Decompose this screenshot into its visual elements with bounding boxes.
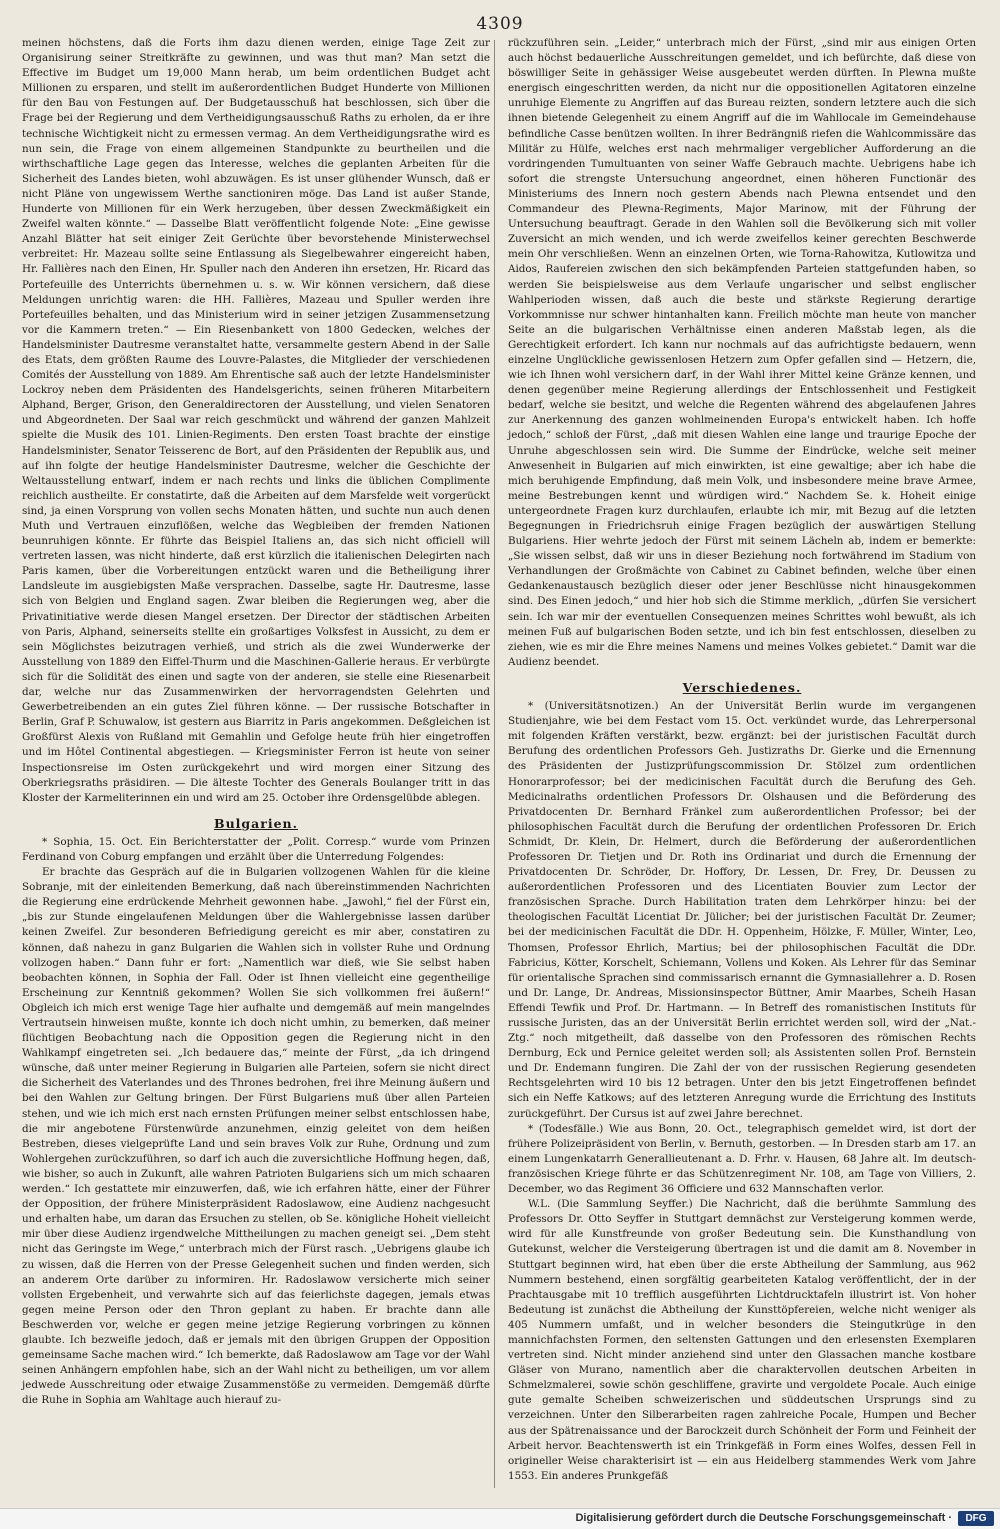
section-heading-verschiedenes: Verschiedenes. bbox=[682, 679, 802, 695]
digitization-footer bbox=[0, 1508, 1000, 1529]
right-column bbox=[508, 36, 976, 1484]
column-divider bbox=[494, 40, 495, 1488]
page-number: 4309 bbox=[476, 14, 524, 34]
article-sophia-continued: rückzuführen sein. „Leider,“ unterbrach mich der Fürst, „sind mir aus einigen Orten auch höchst bedauerliche Ausschreitungen gemeldet, und ich befürchte, daß diese von böswilliger Seite in gehässiger Weise ausgebeutet werden dürften. In Plewna mußte energisch eingeschritten werden, da nicht nur die oppositionellen Agitatoren einzelne unruhige Elemente zu Angriffen auf das Bureau reizten, sondern letztere auch die sich ihnen bietende Gelegenheit zu einem Angriff auf die im Wahllocale im Gemeindehause befindliche Casse benützen wollten. In ihrer Bedrängniß riefen die Wahlcommissäre das Militär zu Hülfe, welches erst nach mehrmaliger vergeblicher Aufforderung an die vordringenden Tumultuanten von seiner Waffe Gebrauch machte. Uebrigens habe ich sofort die strengste Untersuchung angeordnet, einen höheren Functionär des Ministeriums des Innern noch gestern Abends nach Plewna entsendet und den Commandeur des Plewna-Regiments, Major Marinow, mit der Führung der Untersuchung beauftragt. Gerade in den Wahlen soll die Bevölkerung sich mit voller Zuversicht an mich wenden, und ich werde zweifellos keiner gerechten Beschwerde mein Ohr verschließen. Wenn an einzelnen Orten, wie Torna-Rahowitza, Kutlowitza und Aidos, Raufereien zwischen den sich bekämpfenden Parteien stattgefunden haben, so werden Sie beispielsweise aus dem Verlaufe ungarischer und selbst englischer Wahlperioden wissen, daß auch die beste und stärkste Regierung derartige Vorkommnisse nur schwer hintanhalten kann. Freilich möchte man heute von mancher Seite an die bulgarischen Verhältnisse einen anderen Maßstab legen, als die Gerechtigkeit erfordert. Ich kann nur nochmals auf das aufrichtigste bedauern, wenn einzelne Unglückliche gewissenlosen Hetzern zum Opfer gefallen sind — Hetzern, die, wie ich Ihnen wohl versichern darf, in der Wahl ihrer Mittel keine Gränze kennen, und denen gegenüber meine Regierung allerdings der Entschlossenheit und Festigkeit bedarf, welche sie besitzt, und welche die Regenten während des abgelaufenen Jahres zur Anerkennung des ganzen wohlmeinenden Europa's entwickelt haben. Ich hoffe jedoch,“ schloß der Fürst, „daß mit diesen Wahlen eine lange und traurige Epoche der Unruhe abgeschlossen sein wird. Die Summe der Eindrücke, welche seit meiner Anwesenheit in Bulgarien auf mich einwirkten, ist eine gewaltige; aber ich habe die mich beruhigende Empfindung, daß mein Volk, und insbesondere meine brave Armee, meine Bestrebungen kennt und würdigen wird.“ Nachdem Se. k. Hoheit einige untergeordnete Fragen kurz durchlaufen, erlaubte ich mir, mit Bezug auf die letzten Begegnungen in Friedrichsruh einige Fragen bezüglich der auswärtigen Stellung Bulgariens. Hier wehrte jedoch der Fürst mit seinem Lächeln ab, indem er bemerkte: „Sie wissen selbst, daß wir uns in dieser Beziehung noch fortwährend im Stadium von Verhandlungen der Großmächte von Cabinet zu Cabinet befinden, welche über einen Gedankenaustausch bezüglich dieser oder jener Beschlüsse nicht hinausgekommen sind. Des Einen jedoch,“ und hier hob sich die Stimme merklich, „dürfen Sie versichert sein. Ich war mir der eventuellen Consequenzen meines Schrittes wohl bewußt, als ich meinen Fuß auf bulgarischen Boden setzte, und ich bin fest entschlossen, dieselben zu ziehen, wie es mir die Ehre meines Namens und meines Volkes gebietet.“ Damit war die Audienz beendet. bbox=[508, 37, 976, 668]
section-heading-bulgarien: Bulgarien. bbox=[214, 815, 298, 831]
article-sammlung-seyffer: W.L. (Die Sammlung Seyffer.) Die Nachricht, daß die berühmte Sammlung des Professors Dr. Otto Seyffer in Stuttgart demnächst zur Versteigerung kommen werde, wird für alle Kunstfreunde von großer Bedeutung sein. Die Kunsthandlung von Gutekunst, welcher die Versteigerung übertragen ist und die damit am 8. November in Stuttgart beginnen wird, hat eben über die erste Abtheilung der Sammlung, aus 962 Nummern bestehend, einen sorgfältig gearbeiteten Katalog veröffentlicht, der in der Prachtausgabe mit 10 trefflich ausgeführten Lichtdrucktafeln illustrirt ist. Von hoher Bedeutung ist zunächst die Abtheilung der Kunsttöpfereien, welche nicht weniger als 405 Nummern umfaßt, und in welcher besonders die Steingutkrüge in den mannichfachsten Formen, den seltensten Gattungen und den erlesensten Exemplaren vertreten sind. Nicht minder anziehend sind unter den Glassachen manche kostbare Gläser von Murano, namentlich aber die charaktervollen deutschen Arbeiten in Schmelzmalerei, sowie schön geschliffene, gravirte und vergoldete Pocale. Auch einige gute gemalte Scheiben schweizerischen und süddeutschen Ursprungs sind zu verzeichnen. Unter den Silberarbeiten ragen zahlreiche Pocale, Humpen und Becher aus der Spätrenaissance und der Barockzeit durch Schönheit der Form und Feinheit der Arbeit hervor. Beachtenswerth ist ein Trinkgefäß in Form eines Wolfes, dessen Fell in origineller Weise charakterisirt ist — ein aus Heidelberg stammendes Werk vom Jahre 1553. Ein anderes Prunkgefäß bbox=[508, 1198, 976, 1482]
article-todesfaelle: * (Todesfälle.) Wie aus Bonn, 20. Oct., telegraphisch gemeldet wird, ist dort der frühere Polizeipräsident von Berlin, v. Bernuth, gestorben. — In Dresden starb am 17. an einem Lungenkatarrh Generallieutenant a. D. Frhr. v. Hausen, 68 Jahre alt. Im deutsch-französischen Kriege führte er das Schützenregiment Nr. 108, am Tage von Villiers, 2. December, wo das Regiment 36 Officiere und 632 Mannschaften verlor. bbox=[508, 1122, 976, 1196]
left-column bbox=[22, 36, 490, 1408]
dfg-logo-icon[interactable]: DFG bbox=[958, 1511, 994, 1526]
article-sophia-body: Er brachte das Gespräch auf die in Bulgarien vollzogenen Wahlen für die kleine Sobranje, mit der einleitenden Bemerkung, daß nach übereinstimmenden Nachrichten die Regierung eine erdrückende Mehrheit gewonnen habe. „Jawohl,“ fiel der Fürst ein, „bis zur Stunde eingelaufenen Meldungen über die Wahlergebnisse lassen darüber keinen Zweifel. Zur besonderen Befriedigung gereicht es mir aber, constatiren zu können, daß nahezu in ganz Bulgarien die Wahlen sich in vollster Ruhe und Ordnung vollzogen haben.“ Dann fuhr er fort: „Namentlich war dieß, wie Sie selbst haben beobachten können, in Sophia der Fall. Oder ist Ihnen vielleicht eine gegentheilige Erscheinung zur Kenntniß gekommen? Wollen Sie sich vollkommen frei äußern!“ Obgleich ich mich erst wenige Tage hier aufhalte und demgemäß auf mein mangelndes Vertrautsein hinweisen mußte, konnte ich doch nicht umhin, zu bemerken, daß meiner flüchtigen Beobachtung nach die Opposition gegen die Regierung nicht in den Wahlkampf eingetreten sei. „Ich bedauere das,“ meinte der Fürst, „da ich dringend wünsche, daß unter meiner Regierung in Bulgarien alle Parteien, sofern sie nicht direct die Sicherheit des Vaterlandes und des Thrones bedrohen, frei ihre Meinung äußern und bei den Wahlen zur Geltung bringen. Der Fürst Bulgariens muß über allen Parteien stehen, und wie ich mich erst nach ernsten Prüfungen meiner selbst entschlossen habe, die mir angebotene Fürstenwürde anzunehmen, einzig geleitet von dem heißen Bestreben, dieses vielgeprüfte Land und sein braves Volk zur Ruhe, Ordnung und zum Wohlergehen zurückzuführen, so darf ich auch die zuversichtliche Hoffnung hegen, daß, wie bisher, so auch in Zukunft, alle wahren Patrioten Bulgariens sich um mich schaaren werden.“ Ich gestattete mir einzuwerfen, daß, wie ich erfahren hätte, einer der Führer der Opposition, der frühere Ministerpräsident Radoslawow, eine Audienz nachgesucht und erhalten habe, um daran das Ersuchen zu stellen, ob Se. königliche Hoheit vielleicht mir über diese Audienz irgendwelche Mittheilungen zu machen geneigt sei. „Dem steht nicht das Geringste im Wege,“ unterbrach mich der Fürst rasch. „Uebrigens glaube ich zu wissen, daß die Herren von der Presse Gelegenheit suchen und finden werden, sich an anderem Orte darüber zu informiren. Hr. Radoslawow versicherte mich seiner vollsten Ergebenheit, und verwahrte sich auf das feierlichste dagegen, jemals etwas gegen meine Person oder den Thron geplant zu haben. Er brachte dann alle Beschwerden vor, welche er gegen meine jetzige Regierung vorbringen zu können glaubte. Ich bezweifle jedoch, daß er jemals mit den übrigen Gruppen der Opposition gemeinsame Sache machen wird.“ Ich bemerkte, daß Radoslawow am Tage vor der Wahl seinen Anhängern empfohlen habe, sich an der Wahl nicht zu betheiligen, um vor allem jedwede Ausschreitung oder etwaige Zusammenstöße zu vermeiden. Demgemäß dürfte die Ruhe in Sophia am Wahltage auch hierauf zu- bbox=[22, 866, 490, 1407]
footer-credit-text: Digitalisierung gefördert durch die Deutsche Forschungsgemeinschaft · bbox=[575, 1512, 952, 1524]
article-paris-continued: meinen höchstens, daß die Forts ihm dazu dienen werden, einige Tage Zeit zur Organisirung seiner Streitkräfte zu gewinnen, und was thut man? Man setzt die Effective im Budget um 19,000 Mann herab, um beim ordentlichen Budget acht Millionen zu ersparen, und stellt im außerordentlichen Budget Hunderte von Millionen für den Bau von Festungen auf. Der Budgetausschuß hat beschlossen, sich über die Frage bei der Regierung und dem Vertheidigungsausschuß Raths zu erholen, da er ihre technische Wichtigkeit nicht zu ermessen vermag. An dem Vertheidigungsrathe wird es nun sein, die Frage von einem allgemeinen Standpunkte zu beurtheilen und die wirthschaftliche Lage gegen das Interesse, welches die geplanten Arbeiten für die Sicherheit des Landes bieten, wohl abzuwägen. Es ist unser glühender Wunsch, daß er nicht Pläne von ungewissem Werthe sanctioniren möge. Das Land ist außer Stande, Hunderte von Millionen für ein Werk herzugeben, über dessen Zweckmäßigkeit ein Zweifel walten könnte.“ — Dasselbe Blatt veröffentlicht folgende Note: „Eine gewisse Anzahl Blätter hat seit einiger Zeit Gerüchte über bevorstehende Ministerwechsel verbreitet: Hr. Mazeau sollte seine Entlassung als Siegelbewahrer eingereicht haben, Hr. Fallières nach den Einen, Hr. Spuller nach den Anderen ihn ersetzen, Hr. Ricard das Portefeuille des Unterrichts übernehmen u. s. w. Wir können versichern, daß diese Meldungen unrichtig waren: die HH. Fallières, Mazeau und Spuller werden ihre Portefeuilles behalten, und das Ministerium wird in seiner jetzigen Zusammensetzung vor die Kammern treten.“ — Ein Riesenbankett von 1800 Gedecken, welches der Handelsminister Dautresme veranstaltet hatte, versammelte gestern Abend in der Salle des Etats, dem größten Raume des Louvre-Palastes, die Mitglieder der verschiedenen Comités der Ausstellung von 1889. Am Ehrentische saß auch der letzte Handelsminister Lockroy neben dem Präsidenten des Handelsgerichts, seinen früheren Mitarbeitern Alphand, Berger, Grison, den Generaldirectoren der Ausstellung, und vielen Senatoren und Abgeordneten. Der Saal war reich geschmückt und während der ganzen Mahlzeit spielte die Musik des 101. Linien-Regiments. Den ersten Toast brachte der einstige Handelsminister, Senator Teisserenc de Bort, auf den Präsidenten der Republik aus, und auf ihn folgte der heutige Handelsminister Dautresme, welcher die Geschichte der Weltausstellung entwarf, indem er nach rechts und links die üblichen Complimente reichlich austheilte. Er constatirte, daß die Arbeiten auf dem Marsfelde weit vorgerückt sind, ja einen Vorsprung von vollen sechs Monaten hätten, und suchte nun auch denen Muth und Vertrauen einzuflößen, welche das Wegbleiben der fremden Nationen beunruhigen könnte. Er führte das Beispiel Italiens an, das sich nicht officiell will vertreten lassen, was nicht hinderte, daß erst kürzlich die italienischen Delegirten nach Paris kamen, über die Vorbereitungen entzückt waren und die Betheiligung ihrer Landsleute im ausgiebigsten Maße versprachen. Dasselbe, sagte Hr. Dautresme, lasse sich von Belgien und England sagen. Zwar bleiben die Regierungen weg, aber die Privatinitiative werde diesen Mangel ersetzen. Der Director der städtischen Arbeiten von Paris, Alphand, seinerseits stellte ein großartiges Volksfest in Aussicht, zu dem er sein Möglichstes beizutragen verhieß, und strich als die zwei Wunderwerke der Ausstellung von 1889 den Eiffel-Thurm und die Maschinen-Gallerie heraus. Er verbürgte sich für die Solidität des einen und sagte von der anderen, sie stelle eine Riesenarbeit dar, welche nur das Zusammenwirken der hervorragendsten Gelehrten und Gewerbetreibenden an ein gutes Ziel führen könne. — Der russische Botschafter in Berlin, Graf P. Schuwalow, ist gestern aus Biarritz in Paris angekommen. Deßgleichen ist Großfürst Alexis von Rußland mit Gemahlin und Gefolge heute früh hier eingetroffen und im Hôtel Continental abgestiegen. — Kriegsminister Ferron ist heute von seiner Inspectionsreise im Osten zurückgekehrt und wird morgen einer Sitzung des Oberkriegsraths präsidiren. — Die älteste Tochter des Generals Boulanger tritt in das Kloster der Karmeliterinnen ein und wird am 25. October ihre Ordensgelübde ablegen. bbox=[22, 37, 490, 804]
article-universitaetsnotizen: * (Universitätsnotizen.) An der Universität Berlin wurde im vergangenen Studienjahre, wie bei dem Festact vom 15. Oct. verkündet wurde, das Lehrerpersonal mit folgenden Kräften verstärkt, bezw. ergänzt: bei der juristischen Facultät durch Berufung des ordentlichen Professors Geh. Justizraths Dr. Gierke und die Ernennung des Präsidenten der Justizprüfungscommission Dr. Stölzel zum ordentlichen Honorarprofessor; bei der medicinischen Facultät durch die Berufung des Geh. Medicinalraths ordentlichen Professors Dr. Olshausen und die Beförderung des Privatdocenten Dr. Bernhard Fränkel zum außerordentlichen Professor; bei der philosophischen Facultät durch die Berufung der ordentlichen Professoren Dr. Erich Schmidt, Dr. Klein, Dr. Helmert, durch die Beförderung der außerordentlichen Professoren Dr. Tietjen und Dr. Roth ins Ordinariat und durch die Ernennung der Privatdocenten Dr. Schröder, Dr. Hoffory, Dr. Lessen, Dr. Frey, Dr. Deussen zu außerordentlichen Professoren und des Licentiaten Bouvier zum Lector der französischen Sprache. Durch Habilitation traten dem Lehrkörper hinzu: bei der theologischen Facultät Licentiat Dr. Jülicher; bei der juristischen Facultät Dr. Zeumer; bei der medicinischen Facultät die DDr. H. Oppenheim, Hölzke, F. Müller, Winter, Leo, Thomsen, Professor Ehrlich, Martius; bei der philosophischen Facultät die DDr. Fabricius, Kötter, Korschelt, Schiemann, Vollens und Koken. Als Lehrer für das Seminar für orientalische Sprachen sind commissarisch ernannt die Gymnasiallehrer a. D. Rosen und Dr. Lange, Dr. Andreas, Missionsinspector Büttner, Amir Maarbes, Scheih Hasan Effendi Tewfik und Prof. Dr. Hartmann. — In Betreff des romanistischen Instituts für russische Juristen, das an der Universität Berlin errichtet werden soll, wird der „Nat.-Ztg.“ noch mitgetheilt, daß dasselbe von den Professoren des römischen Rechts Dernburg, Eck und Pernice geleitet werden soll; als Assistenten sollen Prof. Bernstein und Dr. Endemann fungiren. Die Zahl der von der russischen Regierung gesendeten Rechtsgelehrten wird 10 bis 12 betragen. Unter den bis jetzt Eingetroffenen befindet sich ein Neffe Katkows; auf des letzteren Anregung wurde die Errichtung des Instituts zurückgeführt. Der Cursus ist auf zwei Jahre berechnet. bbox=[508, 700, 976, 1120]
article-sophia-intro: * Sophia, 15. Oct. Ein Berichterstatter der „Polit. Corresp.“ wurde vom Prinzen Ferdinand von Coburg empfangen und erzählt über die Unterredung Folgendes: bbox=[22, 835, 490, 863]
